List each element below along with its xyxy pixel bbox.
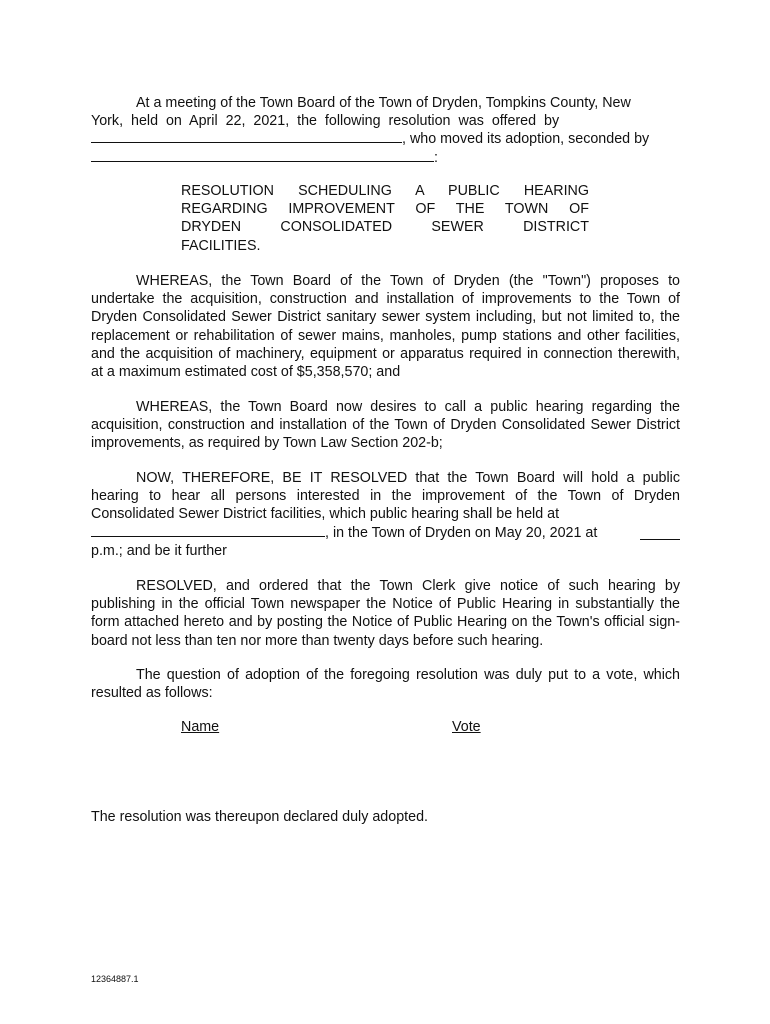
intro-paragraph [91, 94, 680, 167]
offered-by-blank[interactable] [91, 130, 402, 143]
question-text: The question of adoption of the foregoing resolution was duly put to a vote, which resulted as follows: [91, 667, 680, 702]
hearing-time-blank[interactable] [640, 527, 680, 540]
hearing-location-blank[interactable] [91, 524, 325, 537]
whereas-2-text: WHEREAS, the Town Board now desires to call a public hearing regarding the acquisition, construction and installation of the Town of Dryden Consolidated Sewer District improvements, as required by Town Law Section 202-b; [91, 399, 680, 452]
intro-line-1: At a meeting of the Town Board of the Town of Dryden, Tompkins County, New [136, 95, 631, 111]
declared-adopted-text: The resolution was thereupon declared duly adopted. [91, 809, 428, 825]
now-therefore-text: NOW, THEREFORE, BE IT RESOLVED that the Town Board will hold a public hearing to hear all persons interested in the improvement of the Town of Dryden Consolidated Sewer District facilities, which public hearing shall be held at [91, 470, 680, 523]
question-paragraph [91, 666, 680, 702]
now-therefore-tail-1: , in the Town of Dryden on May 20, 2021 at [325, 524, 598, 541]
title-line-4: FACILITIES. [181, 237, 261, 254]
title-line-2: REGARDING IMPROVEMENT OF THE TOWN OF [181, 201, 589, 218]
resolved-text: RESOLVED, and ordered that the Town Clerk give notice of such hearing by publishing in the official Town newspaper the Notice of Public Hearing in substantially the form attached hereto and by posting the Notice of Public Hearing on the Town's official sign-board not less than ten nor more than twenty days before such hearing. [91, 578, 680, 649]
intro-line-4-tail: : [434, 149, 438, 166]
whereas-paragraph-1 [91, 272, 680, 381]
now-therefore-tail-2: p.m.; and be it further [91, 542, 227, 559]
intro-line-3-tail: , who moved its adoption, seconded by [402, 131, 650, 148]
name-column-header: Name [181, 719, 220, 735]
title-line-3: DRYDEN CONSOLIDATED SEWER DISTRICT [181, 219, 589, 236]
whereas-1-text: WHEREAS, the Town Board of the Town of Dryden (the "Town") proposes to undertake the acquisition, construction and installation of improvements to the Town of Dryden Consolidated Sewer District sanitary sewer system including, but not limited to, the replacement or rehabilitation of sewer mains, manholes, pump stations and other facilities, and the acquisition of machinery, equipment or apparatus required in connection therewith, at a maximum estimated cost of $5,358,570; and [91, 273, 680, 381]
document-id: 12364887.1 [91, 974, 139, 984]
resolved-paragraph [91, 577, 680, 650]
intro-line-2: York, held on April 22, 2021, the following resolution was offered by [91, 113, 560, 130]
vote-column-header: Vote [452, 719, 481, 735]
resolution-title [181, 182, 589, 255]
now-therefore-paragraph [91, 469, 680, 560]
title-line-1: RESOLUTION SCHEDULING A PUBLIC HEARING [181, 183, 589, 199]
seconded-by-blank[interactable] [91, 149, 434, 162]
whereas-paragraph-2 [91, 398, 680, 453]
